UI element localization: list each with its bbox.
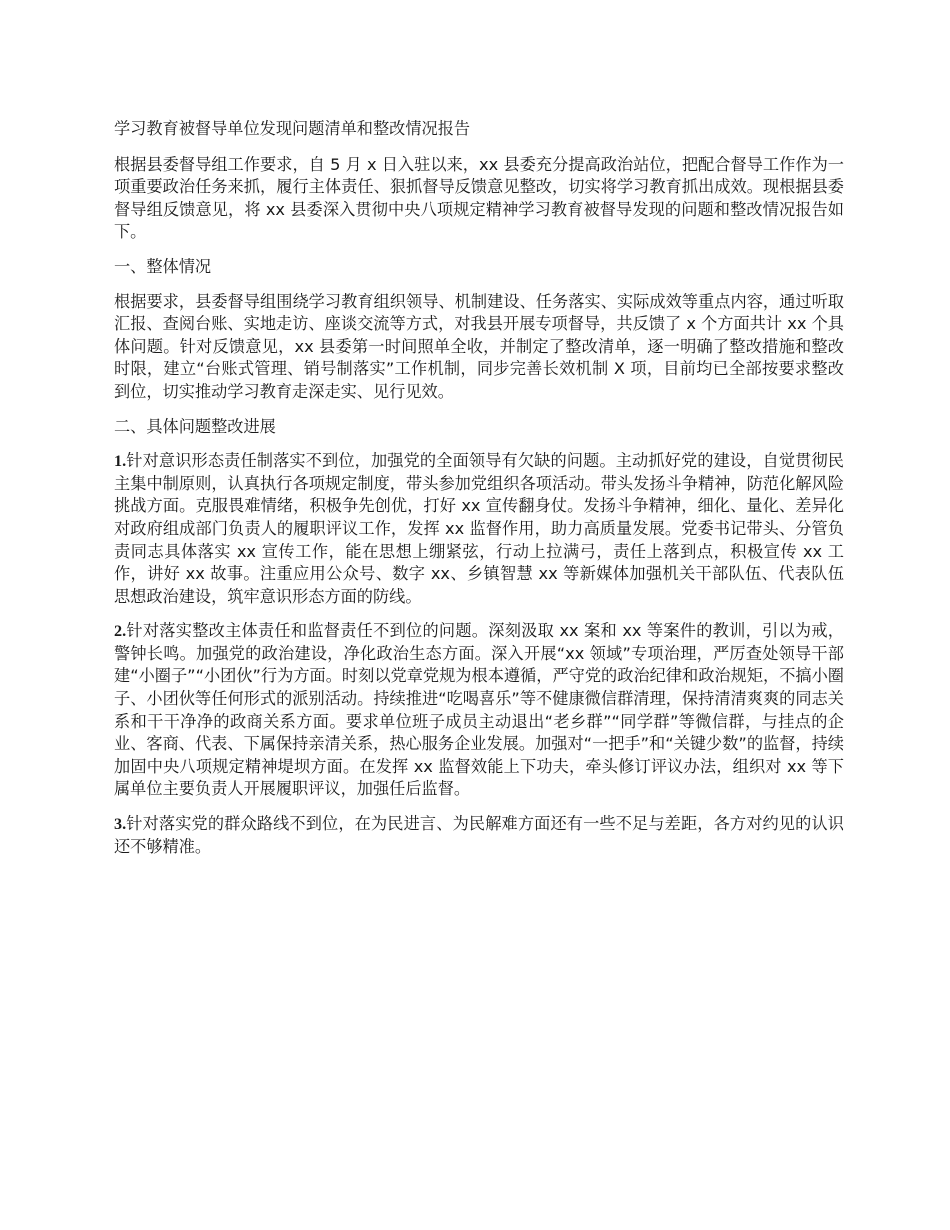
- item-text: 针对落实党的群众路线不到位，在为民进言、为民解难方面还有一些不足与差距，各方对约见的认识还不够精准。: [114, 814, 844, 856]
- problem-item-3: [114, 813, 844, 858]
- item-number: 1.: [114, 452, 127, 471]
- problem-item-2: [114, 620, 844, 801]
- item-number: 3.: [114, 815, 127, 834]
- item-text: 针对意识形态责任制落实不到位，加强党的全面领导有欠缺的问题。主动抓好党的建设，自觉贯彻民主集中制原则，认真执行各项规定制度，带头参加党组织各项活动。带头发扬斗争精神，防范化解风险挑战方面。克服畏难情绪，积极争先创优，打好 xx 宣传翻身仗。发扬斗争精神，细化、量化、差异化对政府组成部门负责人的履职评议工作，发挥 xx 监督作用，助力高质量发展。党委书记带头、分管负责同志具体落实 xx 宣传工作，能在思想上绷紧弦，行动上拉满弓，责任上落到点，积极宣传 xx 工作，讲好 xx 故事。注重应用公众号、数字 xx、乡镇智慧 xx 等新媒体加强机关干部队伍、代表队伍思想政治建设，筑牢意识形态方面的防线。: [114, 451, 844, 606]
- document-page: [114, 118, 844, 870]
- section-heading-overall: 一、整体情况: [114, 256, 212, 276]
- item-number: 2.: [114, 622, 127, 641]
- intro-paragraph: 根据县委督导组工作要求，自 5 月 x 日入驻以来，xx 县委充分提高政治站位，把配合督导工作作为一项重要政治任务来抓，履行主体责任、狠抓督导反馈意见整改，切实将学习教育抓出成效。现根据县委督导组反馈意见，将 xx 县委深入贯彻中央八项规定精神学习教育被督导发现的问题和整改情况报告如下。: [114, 154, 844, 242]
- problem-item-1: [114, 450, 844, 608]
- item-text: 针对落实整改主体责任和监督责任不到位的问题。深刻汲取 xx 案和 xx 等案件的教训，引以为戒，警钟长鸣。加强党的政治建设，净化政治生态方面。深入开展“xx 领域”专项治理，严厉查处领导干部建“小圈子”“小团伙”行为方面。时刻以党章党规为根本遵循，严守党的政治纪律和政治规矩，不搞小圈子、小团伙等任何形式的派别活动。持续推进“吃喝喜乐”等不健康微信群清理，保持清清爽爽的同志关系和干干净净的政商关系方面。要求单位班子成员主动退出“老乡群”“同学群”等微信群，与挂点的企业、客商、代表、下属保持亲清关系，热心服务企业发展。加强对“一把手”和“关键少数”的监督，持续加固中央八项规定精神堤坝方面。在发挥 xx 监督效能上下功夫，牵头修订评议办法，组织对 xx 等下属单位主要负责人开展履职评议，加强任后监督。: [114, 621, 844, 799]
- overall-paragraph: 根据要求，县委督导组围绕学习教育组织领导、机制建设、任务落实、实际成效等重点内容，通过听取汇报、查阅台账、实地走访、座谈交流等方式，对我县开展专项督导，共反馈了 x 个方面共计 xx 个具体问题。针对反馈意见，xx 县委第一时间照单全收，并制定了整改清单，逐一明确了整改措施和整改时限，建立“台账式管理、销号制落实”工作机制，同步完善长效机制 X 项，目前均已全部按要求整改到位，切实推动学习教育走深走实、见行见效。: [114, 291, 844, 401]
- section-heading-progress: 二、具体问题整改进展: [114, 416, 276, 436]
- document-title: 学习教育被督导单位发现问题清单和整改情况报告: [114, 119, 471, 138]
